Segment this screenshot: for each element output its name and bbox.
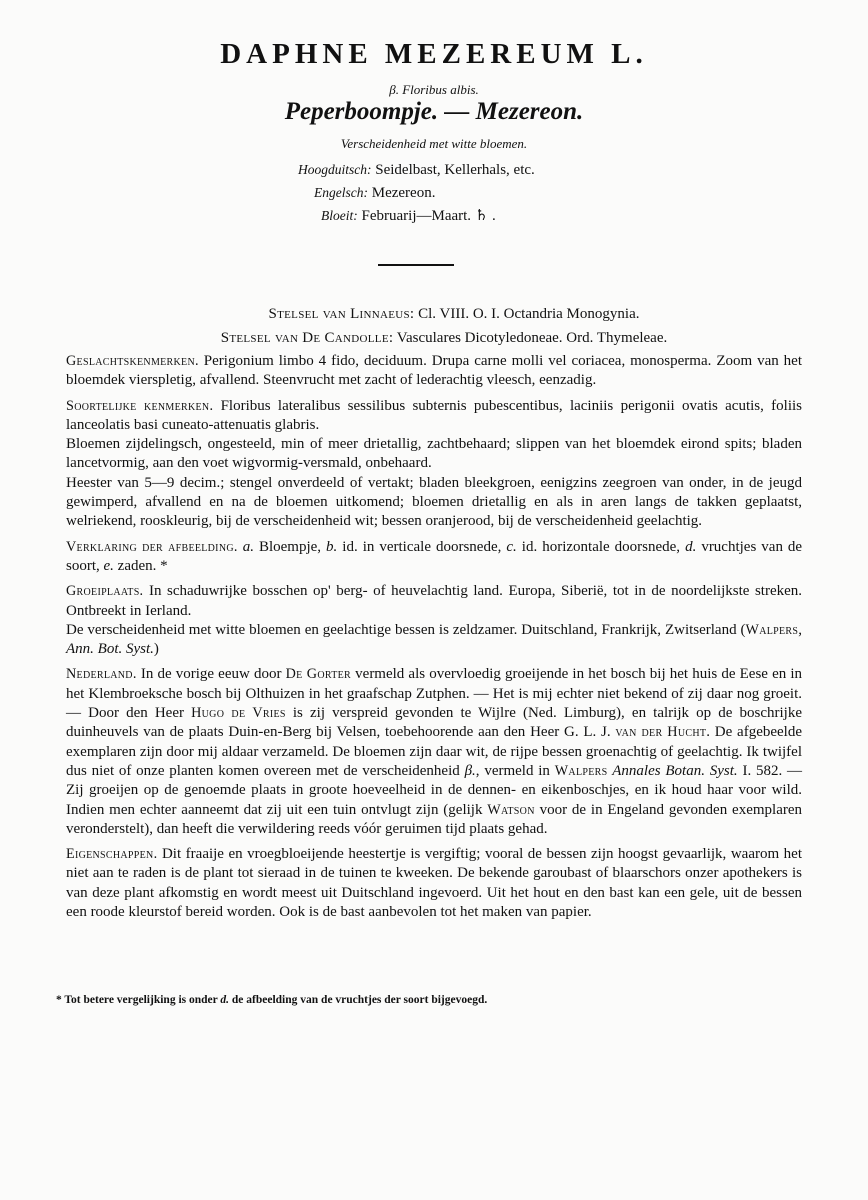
section-text: . De afgebeelde exemplaren zijn door mij aldaar verzameld. De bloemen zijn daar wit, de rijpe bessen groenachtig of geelachtig. Ik twijfel dus niet of onze planten komen overeen met de verscheidenheid [66,724,802,779]
linnaeus-value: Cl. VIII. O. I. Octandria Monogynia. [418,306,640,322]
variety-dutch: Verscheidenheid met witte bloemen. [340,136,528,151]
fig-text: id. horizontale doorsnede, [521,538,681,555]
bloeit-value: Februarij—Maart. ♄ . [361,208,496,224]
section-label: Groeiplaats. [66,583,144,600]
figure-explanation [66,538,802,577]
author-walpers: Walpers [745,621,799,638]
species-characters-dutch [66,435,802,474]
reference: Annales Botan. Syst. [612,762,738,779]
footnote [56,994,816,1006]
fig-letter-c: c. [506,538,517,555]
author-vries: Hugo de Vries [191,705,286,722]
engelsch-label: Engelsch: [314,185,368,200]
shrub-description [66,474,802,532]
fig-letter-d: d. [685,538,697,555]
candolle-label: Stelsel van De Candolle: [220,330,394,346]
author-hucht: van der Hucht [615,724,707,741]
name-row-hoogduitsch [0,158,868,181]
fig-text: id. in verticale doorsnede, [342,538,502,555]
section-text: De verscheidenheid met witte bloemen en geelachtige bessen is zeldzamer. Duitschland, Frankrijk, Zwitserland ( [66,621,746,638]
vernacular-names [0,158,868,227]
section-text: voor de in Engeland gevonden exemplaren veronderstelt), dan heeft die verwildering reeds vóór geruimen tijd plaats gehad. [66,801,803,837]
description-body [66,352,802,928]
fig-text: Bloempje, [258,538,322,555]
divider-rule [378,264,454,266]
hoogduitsch-value: Seidelbast, Kellerhals, etc. [375,162,535,178]
hoogduitsch-label: Hoogduitsch: [298,162,372,177]
section-text: In de vorige eeuw door [140,666,282,683]
section-text: Heester van 5—9 decim.; stengel onverdeeld of vertakt; bladen bleekgroen, eenigzins zeegroen van onder, in de jeugd gewimperd, afvallend en na de bloemen uitkomend; bloemen drietallig en als in aren langs de takken geplaatst, welriekend, rooskleurig, bij de verscheidenheid wit; bessen oranjerood, bij de verscheidenheid geelachtig. [66,474,802,530]
candolle-system [0,330,868,347]
paren: ) [153,641,159,658]
section-text: Perigonium limbo 4 fido, deciduum. Drupa carne molli vel coriacea, monosperma. Zoom van het bloemdek vierspletig, afvallend. Steenvrucht met zacht of lederachtig vleesch, eenzadig. [66,353,803,389]
section-text: , vermeld in [475,762,550,779]
variety-distribution: De verscheidenheid met witte bloemen en geelachtige bessen is zeldzamer. Duitschland, Frankrijk, Zwitserland (Walpers, Ann. Bot. Syst.) [66,621,802,658]
author-watson: Watson [487,801,535,818]
section-text: vermeld als overvloedig groeijende in het bosch bij het huis de Eese en in het Klembroeksche bosch bij Olthuizen in het graafschap Zutphen. — Het is mij echter niet bekend of zij daar nog groeit. — Door den Heer [66,666,803,722]
netherlands [66,665,802,839]
section-text: I. 582. — Zij groeijen op de genoemde plaats in groote hoeveelheid in de dennen- en eikenboschjes, en ik houd haar voor wild. Indien men echter aanneemt dat zij uit een tuin ontvlugt zijn (gelijk [66,762,803,818]
name-row-engelsch [0,181,868,204]
section-text: Bloemen zijdelingsch, ongesteeld, min of meer drietallig, zachtbehaard; slippen van het bloemdek eirond spits; bladen lancetvormig, aan den voet wigvormig-versmald, onbehaard. [66,436,802,472]
section-label: Nederland. [66,666,137,683]
section-text: In schaduwrijke bosschen op' berg- of heuvelachtig land. Europa, Siberië, tot in de noordelijkste streken. Ontbreekt in Ierland. [66,583,803,619]
beta-symbol: β. [464,762,476,779]
engelsch-value: Mezereon. [371,185,436,201]
common-names: Peperboompje. — Mezereon. [284,98,584,125]
fig-letter-e: e. [103,557,114,574]
bloeit-label: Bloeit: [321,208,358,223]
author-walpers: Walpers [554,762,608,779]
section-text: Dit fraaije en vroegbloeijende heestertje is vergiftig; vooral de bessen zijn hoogst gevaarlijk, waarom het niet aan te raden is de plant tot sieraad in de tuinen te kweeken. De bekende garoubast of blaarschors onzer apothekers is van deze plant afkomstig en wordt meest uit Duitschland ingevoerd. Uit het hout en den bast kan een gele, uit de bessen een roode kleurstof bereid worden. Ook is de bast aanbevolen tot het maken van papier. [66,846,802,921]
genus-characters [66,352,802,391]
fig-text: vruchtjes van de soort, [66,538,803,574]
author-gorter: De Gorter [285,666,352,683]
fig-letter-b: b. [326,538,338,555]
species-characters [66,397,802,436]
section-text: is zij verspreid gevonden te Wijlre (Ned. Limburg), en talrijk op de boschrijke duinheuvels van de plaats Duin-en-Berg bij Velsen, toebehoorende aan den Heer G. L. J. [66,705,802,741]
species-title: DAPHNE MEZEREUM L. [220,38,648,70]
variety-latin: β. Floribus albis. [389,82,479,97]
section-label: Verklaring der afbeelding. [66,538,238,555]
name-row-bloeit [0,204,868,227]
reference: Ann. Bot. Syst. [66,641,154,658]
footnote-letter-d: d. [220,994,230,1006]
footnote-text: de afbeelding van de vruchtjes der soort bijgevoegd. [231,994,488,1006]
habitat [66,582,802,621]
linnaeus-system [0,306,868,323]
section-text: Floribus lateralibus sessilibus subternis pubescentibus, laciniis perigonii ovatis acutis, foliis lanceolatis basi cuneato-attenuatis glabris. [66,397,802,433]
section-label: Eigenschappen. [66,846,158,863]
fig-letter-a: a. [242,538,254,555]
fig-text: zaden. * [117,557,168,574]
footnote-text: * Tot betere vergelijking is onder [56,994,218,1006]
candolle-value: Vasculares Dicotyledoneae. Ord. Thymeleae. [396,330,668,346]
section-label: Geslachtskenmerken. [66,353,199,369]
section-label: Soortelijke kenmerken. [66,397,214,414]
linnaeus-label: Stelsel van Linnaeus: [268,306,415,322]
properties [66,845,802,922]
